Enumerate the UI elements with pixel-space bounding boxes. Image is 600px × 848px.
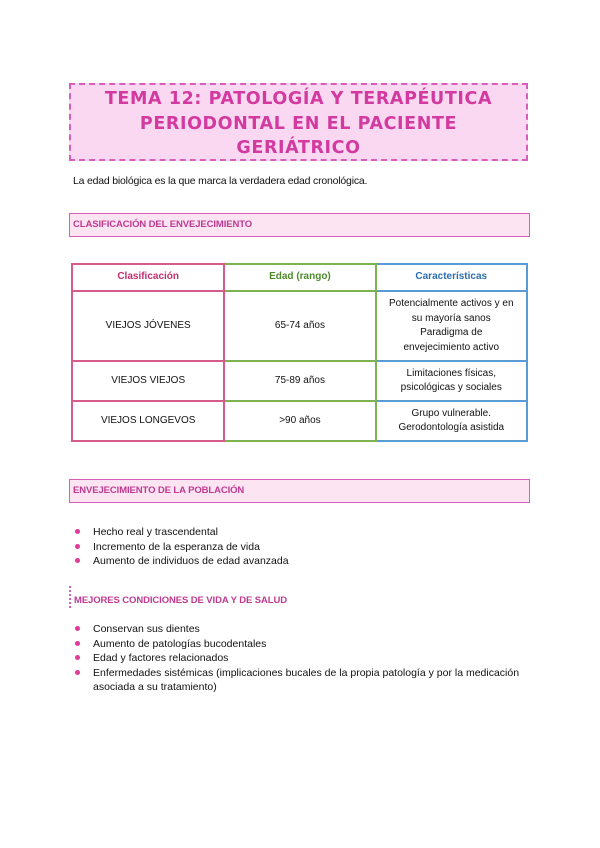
- bullet-icon: [75, 655, 80, 660]
- list-item: [73, 666, 523, 695]
- intro-text: La edad biológica es la que marca la verdadera edad cronológica.: [73, 175, 368, 187]
- list-item-text: Incremento de la esperanza de vida: [93, 540, 260, 553]
- list-item: [73, 637, 523, 652]
- cell-clasificacion: VIEJOS VIEJOS: [72, 361, 224, 401]
- table-header-row: [72, 264, 527, 291]
- cell-edad: 65-74 años: [224, 291, 375, 361]
- list-item-text: Conservan sus dientes: [93, 623, 200, 635]
- cell-line: Limitaciones físicas,: [406, 367, 496, 379]
- bullet-icon: [75, 626, 80, 631]
- table-row: [72, 401, 527, 441]
- bullet-icon: [75, 558, 80, 563]
- page-title: [69, 83, 528, 161]
- title-line-1: TEMA 12: PATOLOGÍA Y TERAPÉUTICA: [104, 89, 493, 109]
- cell-edad: 75-89 años: [224, 361, 375, 401]
- cell-line: Gerodontología asistida: [398, 422, 505, 433]
- bullet-list-mejores-condiciones: [73, 622, 523, 695]
- list-item: [73, 554, 289, 569]
- cell-line: Potencialmente activos y en: [389, 298, 514, 309]
- column-header-edad: Edad (rango): [224, 264, 375, 291]
- cell-clasificacion: VIEJOS LONGEVOS: [72, 401, 224, 441]
- list-item: [73, 525, 289, 540]
- list-item: [73, 651, 523, 666]
- bullet-icon: [75, 529, 80, 534]
- bullet-icon: [75, 544, 80, 549]
- list-item-text: Aumento de individuos de edad avanzada: [93, 555, 289, 568]
- bullet-list-envejecimiento: [73, 525, 289, 569]
- bullet-icon: [75, 670, 80, 675]
- cell-caracteristicas: [376, 291, 527, 361]
- list-item: [73, 540, 289, 555]
- cell-caracteristicas: [376, 361, 527, 401]
- section-heading-mejores-condiciones: MEJORES CONDICIONES DE VIDA Y DE SALUD: [69, 586, 414, 608]
- column-header-caracteristicas: Características: [376, 264, 527, 291]
- column-header-clasificacion: Clasificación: [72, 264, 224, 291]
- cell-line: psicológicas y sociales: [400, 382, 502, 393]
- cell-line: envejecimiento activo: [403, 341, 500, 353]
- list-item-text: Enfermedades sistémicas (implicaciones bucales de la propia patología y por la medicación asociada a su tratamiento): [93, 666, 520, 694]
- section-heading-envejecimiento: ENVEJECIMIENTO DE LA POBLACIÓN: [69, 479, 530, 503]
- bullet-icon: [75, 641, 80, 646]
- list-item: [73, 622, 523, 637]
- cell-caracteristicas: [376, 401, 527, 441]
- cell-line: Grupo vulnerable.: [411, 407, 491, 419]
- list-item-text: Aumento de patologías bucodentales: [93, 637, 267, 650]
- title-line-3: GERIÁTRICO: [236, 138, 361, 158]
- cell-line: Paradigma de: [420, 327, 483, 338]
- cell-line: su mayoría sanos: [411, 312, 491, 324]
- table-row: [72, 291, 527, 361]
- list-item-text: Edad y factores relacionados: [93, 652, 229, 665]
- list-item-text: Hecho real y trascendental: [93, 526, 218, 538]
- classification-table: [71, 263, 528, 442]
- cell-clasificacion: VIEJOS JÓVENES: [72, 291, 224, 361]
- cell-edad: >90 años: [224, 401, 375, 441]
- section-heading-clasificacion: CLASIFICACIÓN DEL ENVEJECIMIENTO: [69, 213, 530, 237]
- title-line-2: PERIODONTAL EN EL PACIENTE: [139, 113, 458, 134]
- table-row: [72, 361, 527, 401]
